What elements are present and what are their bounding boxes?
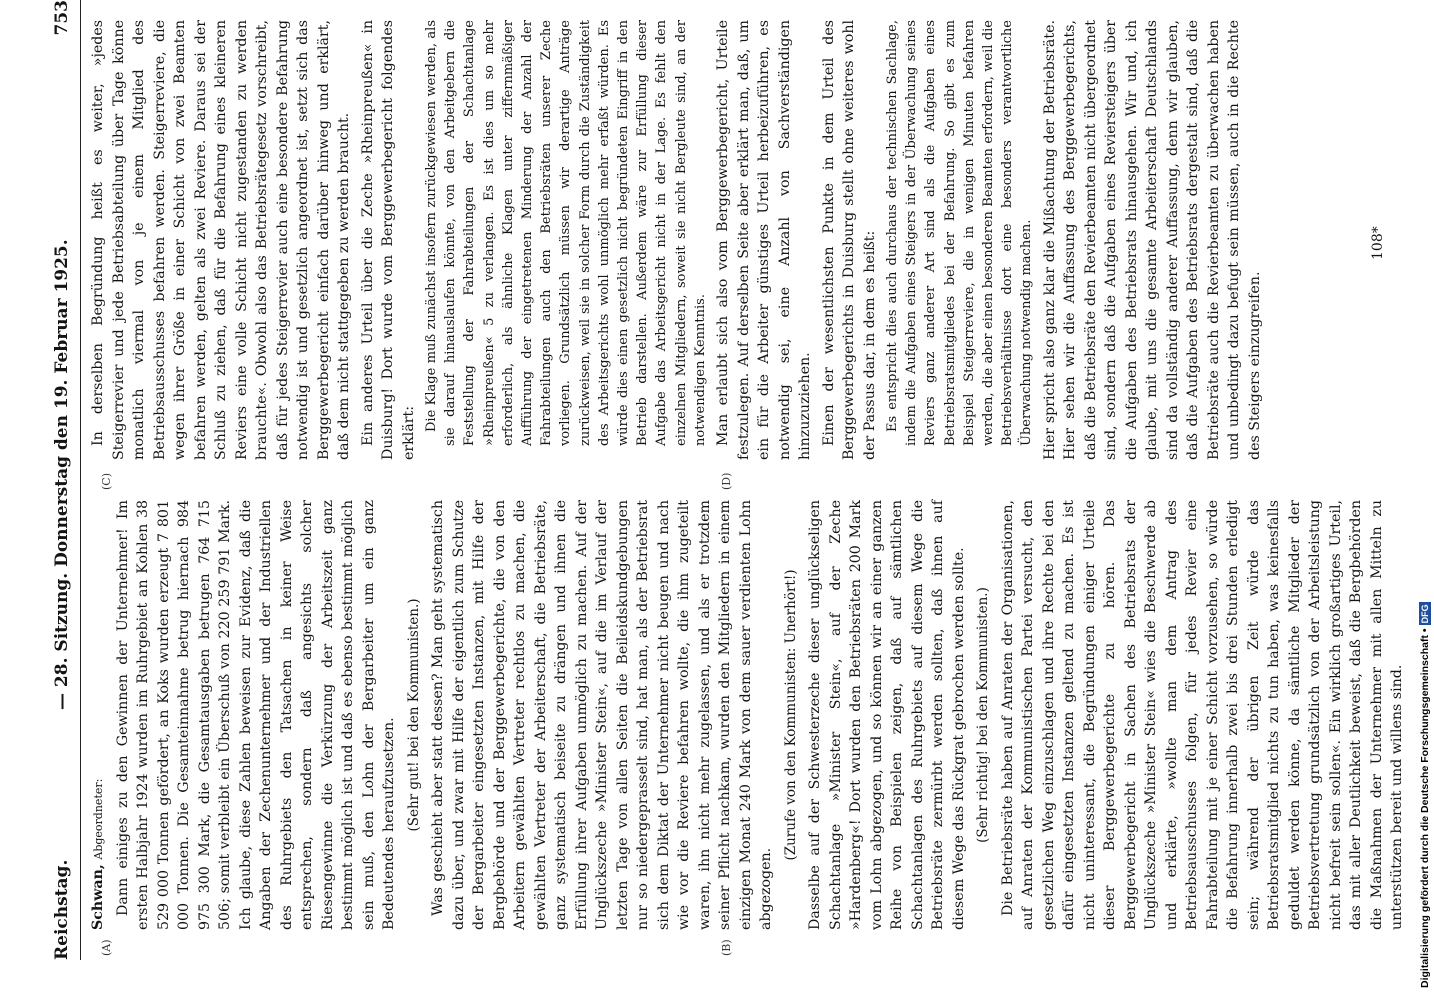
margin-mark-a: (A) [100, 939, 113, 956]
paragraph: Ein anderes Urteil über die Zeche »Rheinpreußen« in Duisburg! Dort wurde vom Berggewerbegericht folgendes erklärt: [359, 20, 417, 460]
paragraph: In derselben Begründung heißt es weiter, »jedes Steigerrevier und jede Betriebsabteilung über Tage könne monatlich viermal von je einem Mitglied des Betriebsausschusses befahren werden. Steigerreviere, die wegen ihrer Größe in einer Schicht von zwei Beamten befahren werden, gelten als zwei Reviere. Daraus sei der Schluß zu ziehen, daß für die Befahrung eines kleineren Reviers eine volle Schicht nicht zugestanden zu werden brauchte«. Obwohl also das Betriebsrätegesetz vorschreibt, daß für jedes Steigerrevier auch eine besondere Befahrung notwendig ist und gesetzlich angeordnet ist, setzt sich das Berggewerbegericht einfach darüber hinweg und erklärt, daß dem nicht stattgegeben zu werden braucht. [90, 20, 352, 460]
dfg-logo: DFG [1420, 604, 1430, 624]
quoted-judgment: Die Klage muß zunächst insofern zurückgewiesen werden, als sie darauf hinauslaufen könnte, von den Arbeitgebern die Feststellung der Fahrabteilungen der Schachtanlage »Rheinpreußen« 5 zu verlangen. Es ist dies um so mehr erforderlich, als ähnliche Klagen unter ziffernmäßiger Aufführung der eingetretenen Minderung der Anzahl der Fahrabteilungen auch den Betriebsräten unserer Zeche vorliegen. Grundsätzlich müssen wir derartige Anträge zurückweisen, weil sie in solcher Form durch die Zuständigkeit des Arbeitsgerichts wohl unmöglich mehr erfaßt würden. Es würde dies einen gesetzlich nicht begründeten Eingriff in den Betrieb darstellen. Außerdem wäre zur Erfüllung dieser Aufgabe das Arbeitsgericht nicht in der Lage. Es fehlt den einzelnen Mitgliedern, soweit sie nicht Bergleute sind, an der notwendigen Kenntnis. [424, 20, 708, 446]
left-column [88, 500, 1405, 930]
page-header [40, 0, 81, 960]
paragraph: Dasselbe auf der Schwesterzeche dieser unglückseligen Schachtanlage »Minister Stein«, auf der Zeche »Hardenberg«! Dort wurden den Betriebsräten 200 Mark vom Lohn abgezogen, und so können wir an einer ganzen Reihe von Beispielen zeigen, daß auf sämtlichen Schachtanlagen des Ruhrgebiets auf diesem Wege die Betriebsräte zermürbt werden sollten, daß ihnen auf diesem Wege das Rückgrat gebrochen werden sollte. [807, 500, 967, 930]
margin-mark-c: (C) [100, 473, 113, 490]
speaker-line [88, 500, 110, 930]
page-number: 753 [52, 0, 72, 36]
document-page [40, 0, 1405, 960]
quoted-judgment: Es entspricht dies auch durchaus der technischen Sachlage, indem die Aufgaben eines Steigers in der Überwachung seines Reviers ganz anderer Art sind als die Aufgaben eines Betriebsratsmitgliedes bei der Befahrung. So gibt es zum Beispiel Steigerreviere, die in wenigen Minuten befahren werden, die aber einen besonderen Beamten erfordern, weil die Betriebsverhältnisse dort eine besonders verantwortliche Überwachung notwendig machen. [885, 20, 1035, 446]
margin-mark-b: (B) [720, 939, 733, 956]
paragraph: Hier spricht also ganz klar die Mißachtung der Betriebsräte. Hier sehen wir die Auffassung des Berggewerbegerichts, daß die Betriebsräte den Revierbeamten nicht übergeordnet sind, sondern daß die Aufgaben eines Reviersteigers über die Aufgaben des Betriebsrats hinausgehen. Wir und, ich glaube, mit uns die gesamte Arbeiterschaft Deutschlands sind da vollständig anderer Auffassung, denn wir glauben, daß die Aufgaben des Betriebsrats dergestalt sind, daß die Betriebsräte auch die Revierbeamten zu überwachen haben und unbedingt dazu befugt sein müssen, auch in die Rechte des Steigers einzugreifen. [1041, 20, 1263, 460]
interjection: (Sehr richtig! bei den Kommunisten.) [975, 587, 991, 843]
paragraph: Die Betriebsräte haben auf Anraten der Organisationen, auf Anraten der Kommunistischen Partei versucht, den gesetzlichen Weg einzuschlagen und ihre Rechte bei den dafür eingesetzten Instanzen geltend zu machen. Es ist nicht uninteressant, die Begründungen einiger Urteile dieser Berggewerbegerichte zu hören. Das Berggewerbegericht in Sachen des Betriebsrats der Unglückszeche »Minister Stein« wies die Beschwerde ab und erklärte, »wollte man dem Antrag des Betriebsausschusses folgen, für jedes Revier eine Fahrabteilung mit je einer Schicht vorzusehen, so würde die Befahrung innerhalb zwei bis drei Stunden erledigt sein; während der übrigen Zeit würde das Betriebsratsmitglied nichts zu tun haben, was keinesfalls geduldet werden könne, da sämtliche Mitglieder der Betriebsvertretung grundsätzlich von der Arbeitsleistung nicht befreit sein sollen«. Ein wirklich großartiges Urteil, das mit aller Deutlichkeit beweist, daß die Bergbehörden die Maßnahmen der Unternehmer mit allen Mitteln zu unterstützen bereit und willens sind. [999, 500, 1405, 930]
paragraph: Einen der wesentlichsten Punkte in dem Urteil des Berggewerbegerichts in Duisburg stellt ohne weiteres wohl der Passus dar, in dem es heißt: [820, 20, 878, 460]
signature-mark: 108* [1370, 226, 1386, 260]
paragraph: Man erlaubt sich also vom Berggewerbegericht, Urteile festzulegen. Auf derselben Seite aber erklärt man, daß, um ein für die Arbeiter günstiges Urteil herbeizuführen, es notwendig sei, eine Anzahl von Sachverständigen hinzuzuziehen. [715, 20, 814, 460]
header-center: — 28. Sitzung. Donnerstag den 19. Februar 1925. [52, 239, 72, 710]
paragraph: Was geschieht aber statt dessen? Man geht systematisch dazu über, und zwar mit Hilfe der eigentlich zum Schutze der Bergarbeiter eingesetzten Instanzen, mit Hilfe der Bergbehörde und der Berggewerbegerichte, die von den Arbeitern gewählten Vertreter rechtlos zu machen, die gewählten Vertreter der Arbeiterschaft, die Betriebsräte, ganz systematisch beiseite zu drängen und ihnen die Erfüllung ihrer Aufgaben unmöglich zu machen. Auf der Unglückszeche »Minister Stein«, auf die im Verlauf der letzten Tage von allen Seiten die Beileidskundgebungen nur so niedergeprasselt sind, hat man, als der Betriebsrat sich dem Diktat der Unternehmer nicht beugen und nach wie vor die Reviere befahren wollte, die ihm zugeteilt waren, ihn nicht mehr zugelassen, und als er trotzdem seiner Pflicht nachkam, wurden den Mitgliedern in einem einzigen Monat 240 Mark von dem sauer verdienten Lohn abgezogen. [430, 500, 774, 930]
margin-mark-d: (D) [720, 472, 733, 490]
speaker-role: Abgeordneter: [92, 778, 105, 860]
paragraph: Dann einiges zu den Gewinnen der Unternehmer! Im ersten Halbjahr 1924 wurden im Ruhrgebiet an Kohlen 38 529 000 Tonnen gefördert, an Koks wurden erzeugt 7 801 000 Tonnen. Die Gesamteinnahme betrug hiernach 984 975 300 Mark, die Gesamtausgaben betrugen 764 715 506; somit verbleibt ein Überschuß von 220 259 791 Mark. Ich glaube, diese Zahlen beweisen zur Evidenz, daß die Angaben der Zechenunternehmer und der Industriellen des Ruhrgebiets den Tatsachen in keiner Weise entsprechen, sondern daß angesichts solcher Riesengewinne die Verkürzung der Arbeitszeit ganz bestimmt möglich ist und daß es ebenso bestimmt möglich sein muß, den Lohn der Bergarbeiter um ein ganz Bedeutendes heraufzusetzen. [114, 500, 397, 930]
right-column [88, 20, 1360, 460]
speaker-name: Schwan, [90, 864, 106, 930]
interjection: (Zurufe von den Kommunisten: Unerhört!) [782, 569, 799, 861]
dfg-text: Digitalisierung gefördert durch die Deutsche Forschungsgemeinschaft • [1419, 628, 1431, 988]
dfg-strip [1418, 10, 1432, 988]
header-left: Reichstag. [52, 859, 72, 960]
interjection: (Sehr gut! bei den Kommunisten.) [405, 598, 422, 832]
